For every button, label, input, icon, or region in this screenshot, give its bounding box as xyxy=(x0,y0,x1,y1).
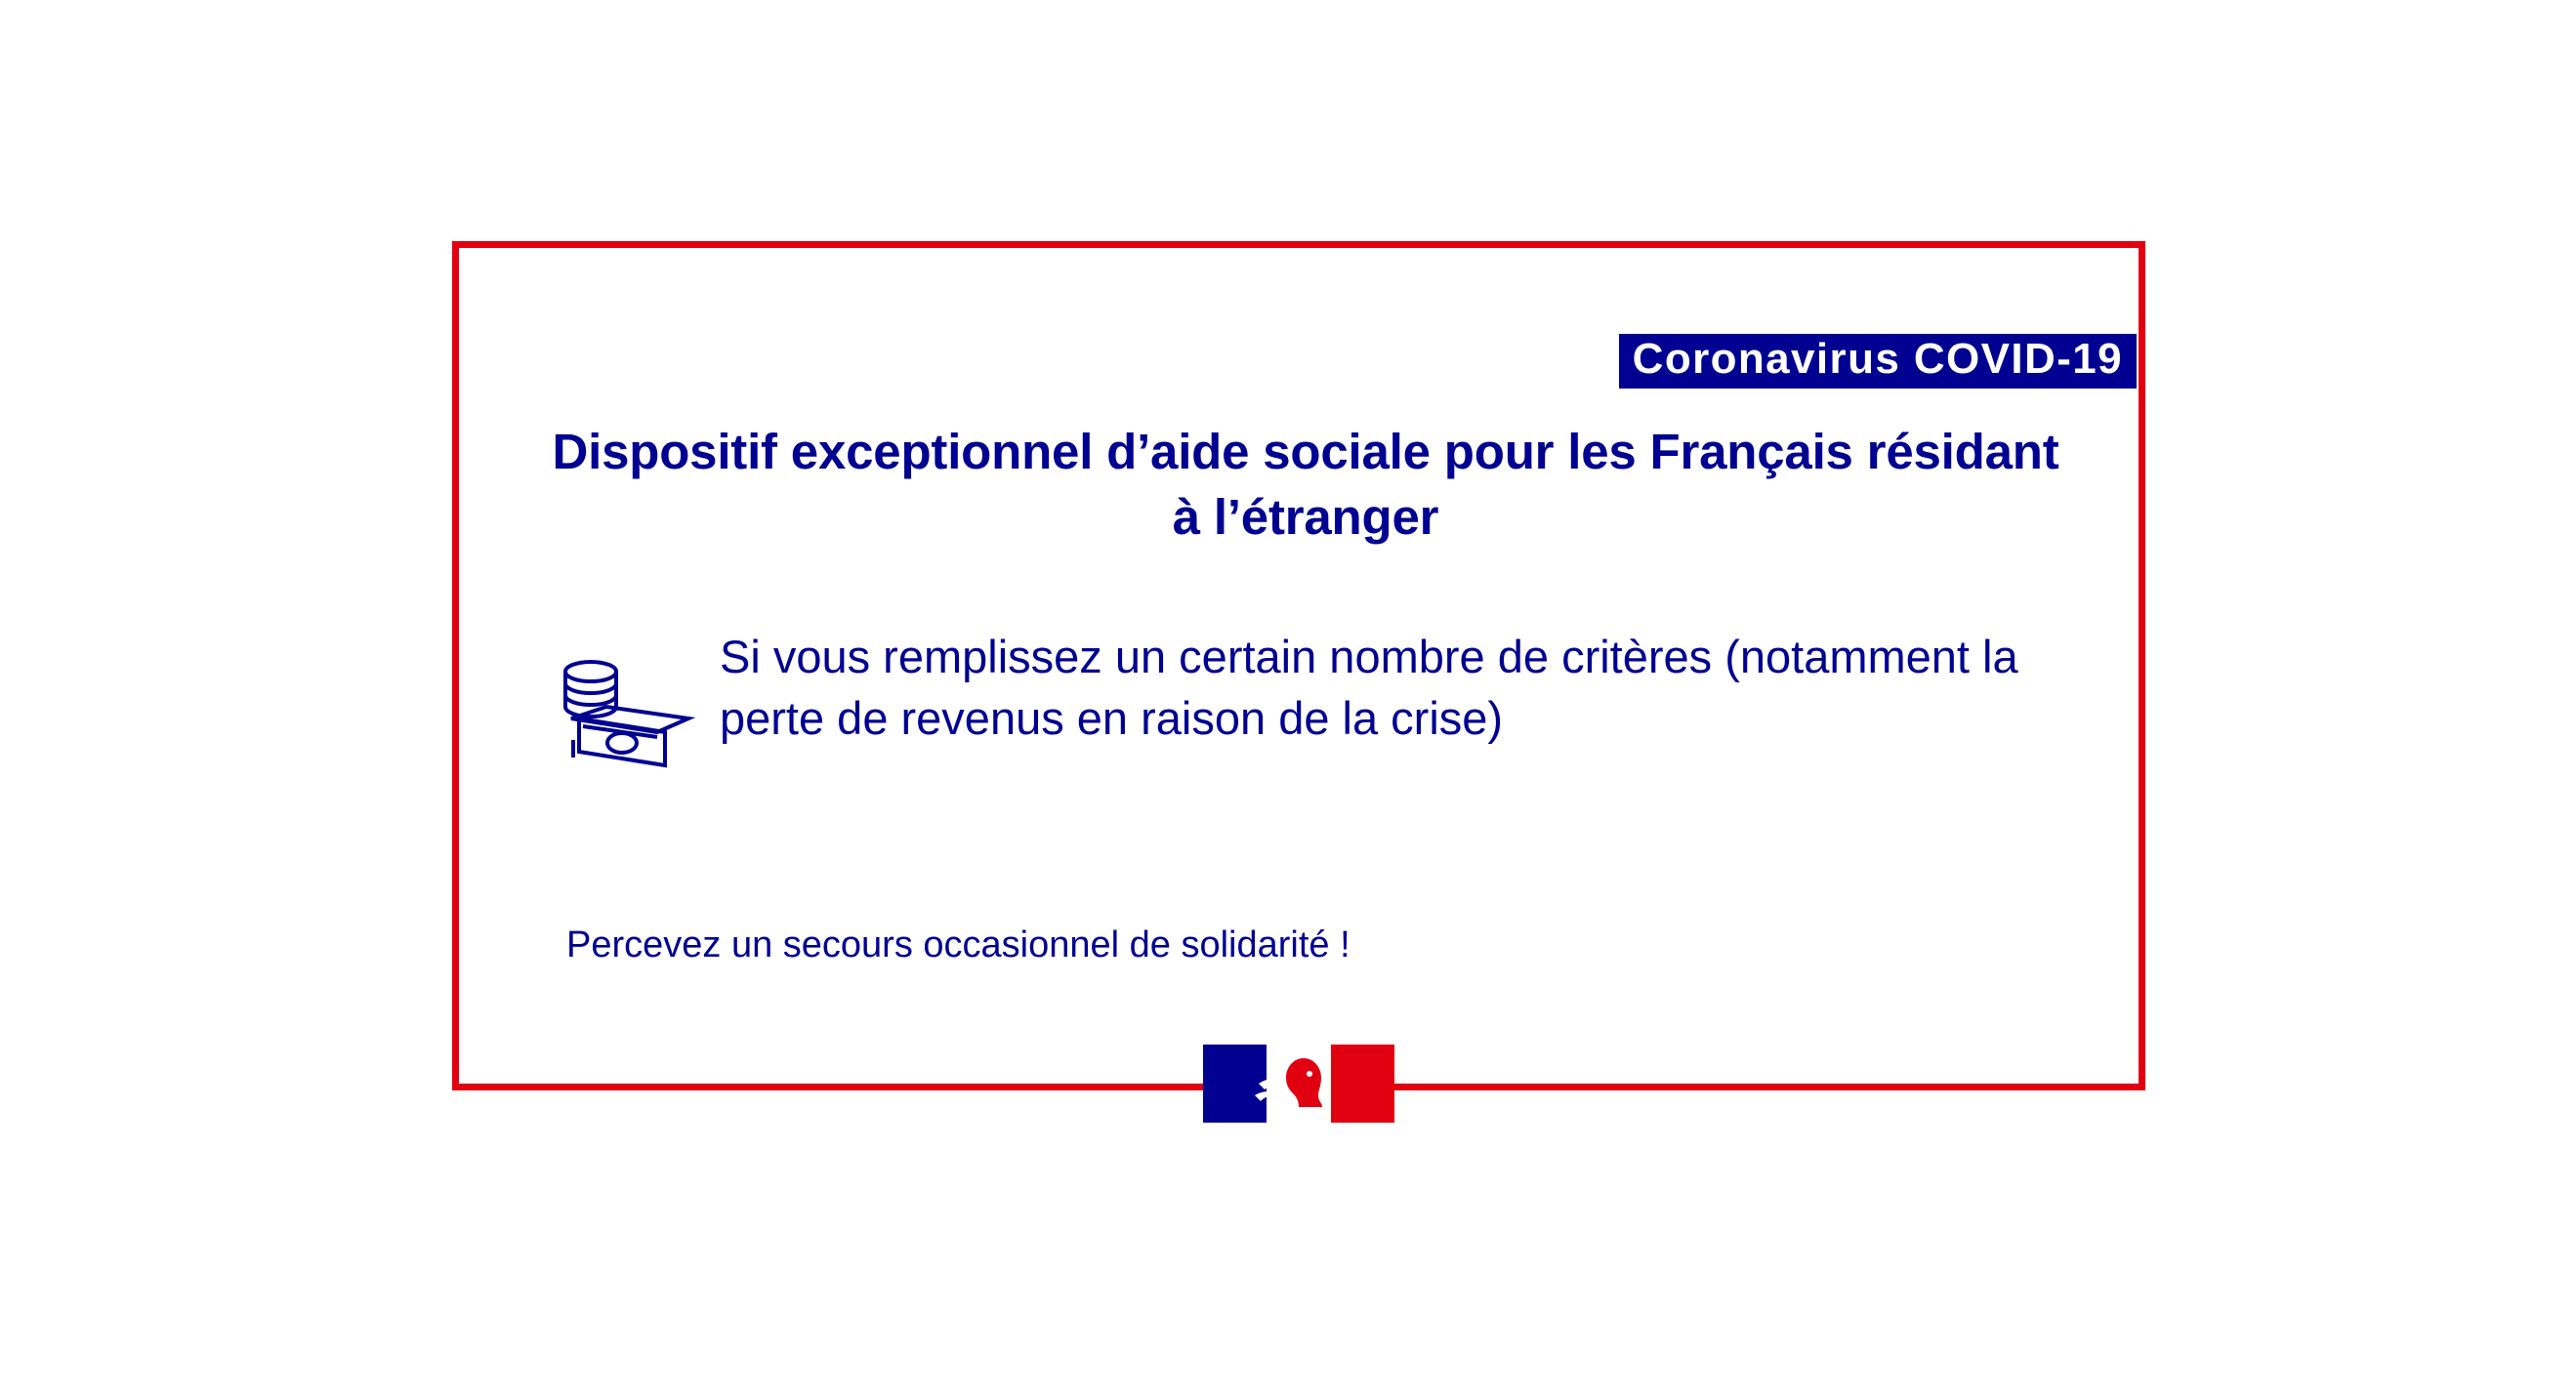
money-stack-icon xyxy=(537,627,708,777)
body-block xyxy=(537,627,2090,777)
page-title: Dispositif exceptionnel d’aide sociale pour les Français résidant à l’étranger xyxy=(552,424,2059,546)
status-badge: Coronavirus COVID-19 xyxy=(1619,334,2137,389)
poster-card xyxy=(452,241,2145,1090)
tagline-text: Percevez un secours occasionnel de solidarité ! xyxy=(566,924,1350,965)
badge-row xyxy=(459,334,2139,389)
body-paragraph: Si vous remplissez un certain nombre de critères (notamment la perte de revenus en raison de la crise) xyxy=(720,631,2018,744)
french-republic-logo xyxy=(1203,1045,1394,1123)
marianne-icon xyxy=(1253,1050,1345,1117)
flag-white-band xyxy=(1267,1045,1331,1123)
